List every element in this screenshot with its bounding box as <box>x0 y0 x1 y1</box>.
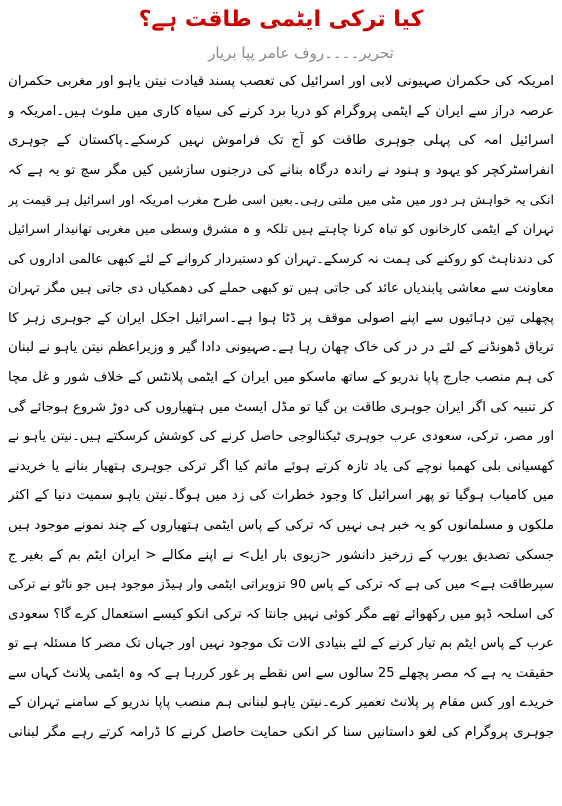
article-line: خریدے اور کس مقام پر پلانٹ تعمیر کرے۔نیتن یاہو لبنانی ہم منصب پاپا ندریو کے سامنے تہران کے <box>8 695 554 711</box>
article-line: سپرطاقت ہے> میں کی ہے کہ ترکی کے پاس 90 تزویراتی ایٹمی وار ہیڈز موجود ہیں جو ناٹو نے ترکی <box>8 577 554 593</box>
article-line: عرب کے پاس ایٹم بم تیار کرنے کے لئے بنیادی الات تک موجود نہیں اور جہاں تک مصر کا مسئلہ ہے تو <box>8 636 554 652</box>
article-title: کیا ترکی ایٹمی طاقت ہے؟ <box>138 7 424 32</box>
article-line: میں کامیاب ہوگیا تو پھر اسرائیل کا وجود خطرات کی زد میں ہوگا۔نیتن یاہو سمیت دنیا کے اکثر <box>8 488 554 504</box>
article-line: کر تنبیہ کی اگر ایران جوہری طاقت بن گیا تو مڈل ایسٹ میں ہتھیاروں کی دوڑ شروع ہوجائے گی <box>8 399 554 415</box>
article-line: عرصہ دراز سے ایران کے ایٹمی پروگرام کو دریا برد کرنے کی سیاہ کاری میں ملوث ہیں۔امریکہ و <box>8 103 554 119</box>
article-line: اسرائیل امہ کی پہلی جوہری طاقت کو آج تک فراموش نہیں کرسکے۔پاکستان کے جوہری <box>8 133 554 149</box>
article-line: کی دندناہٹ کو روکنے کی ہمت نہ کرسکے۔تہران کو دستبردار کروانے کے لئے کبھی عالمی اداروں کی <box>8 251 554 267</box>
article-line: ملکوں و مسلمانوں کو یہ خبر ہی نہیں کہ ترکی کے پاس ایٹمی ہتھیاروں کے چند نمونے موجود ہیں <box>8 517 554 533</box>
article-line: کھسیانی بلی کھمبا نوچے کی یاد تازہ کرتے ہوئے ماتم کیا اگر ترکی جوہری ہتھیار بنانے یا خریدنے <box>8 458 554 474</box>
article-line: تہران کے ایٹمی کارخانوں کو تباہ کرنا چاہتے ہیں تلکہ و ہ مشرق وسطی میں مغربی تھانیدار اسرائیل <box>8 221 554 237</box>
article-line: حقیقت یہ ہے کہ مصر پچھلے 25 سالوں سے اس نقطے پر غور کررہا ہے کہ وہ ایٹمی پلانٹ کہاں سے <box>8 665 554 681</box>
article-line: تریاق ڈھونڈنے کے لئے در در کی خاک چھان رہا ہے۔صہیونی دادا گیر و وزیراعظم نیتن یاہو نے لبنان <box>8 340 554 356</box>
article-line: کی ہم منصب جارج پاپا ندریو کے ساتھ ماسکو میں ایران کے ایٹمی پلانٹس کے خلاف شور و غل مچا <box>8 369 554 385</box>
article-line: امریکہ کی حکمران صہیونی لابی اور اسرائیل کی تعصب پسند قیادت نیتن یاہو اور مغربی حکمران <box>8 74 554 89</box>
article-line: معاونت سے معاشی پابندیاں عائد کی جاتی ہیں تو کبھی حملے کی دھمکیاں دی جاتی ہیں مگر تہران <box>8 281 554 297</box>
article-line: انکی یہ خواہش ہر دور میں مٹی میں ملتی رہی۔بعین اسی طرح مغرب امریکہ اور اسرائیل ہر قیمت پر <box>8 192 554 208</box>
article-line: جسکی تصدیق یورپ کے زرخیز دانشور <زیوی بار ایل> نے اپنے مکالے < ایران ایٹم بم کے بغیر ج <box>8 547 554 563</box>
article-line: جوہری پروگرام کی لغو داستانیں سنا کر انکی حمایت حاصل کرنے کا ڈرامہ کرتے رہے مگر لبنانی <box>8 725 554 741</box>
article-line: انفراسٹرکچر کو یہود و ہنود نے راندہ درگاہ بنانے کی درجنوں سازشیں کیں مگر سچ تو یہ ہے کہ <box>8 162 554 178</box>
article-line: کی اسلحہ ڈپو میں رکھوائے تھے مگر کوئی نہیں جانتا کہ ترکی انکو کیسے استعمال کرے گا؟ سعودی <box>8 606 554 622</box>
article-line: اور مصر، ترکی، سعودی عرب جوہری ٹیکنالوجی حاصل کرنے کی کوشش کرسکتے ہیں۔نیتن یاہو نے <box>8 429 554 445</box>
article-line: پچھلی تین دہائیوں سے اپنے اصولی موقف پر ڈٹا ہوا ہے۔اسرائیل اجکل ایران کے جوہری زہر کا <box>8 310 554 326</box>
article-byline: تحریر۔۔۔۔روف عامر پپا بریار <box>208 44 394 62</box>
article-body <box>8 67 554 748</box>
